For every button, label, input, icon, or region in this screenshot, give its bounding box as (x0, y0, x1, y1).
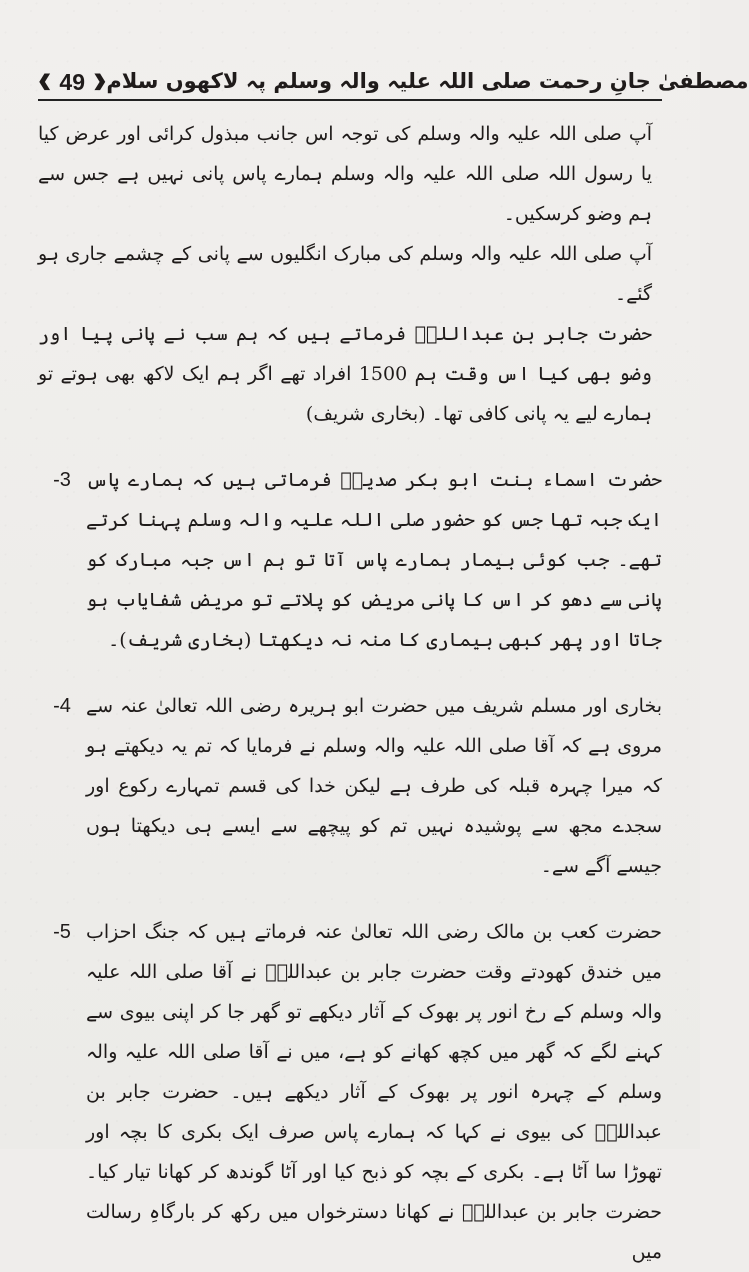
left-ornament-icon: ❰ (36, 73, 54, 90)
continued-paragraph: آپ صلی اللہ علیہ والہ وسلم کی توجہ اس جانب مبذول کرائی اور عرض کیا یا رسول اللہ صلی اللہ علیہ والہ وسلم ہمارے پاس پانی نہیں ہے جس سے ہم وضو کرسکیں۔ (38, 123, 652, 225)
numbered-paragraph (38, 912, 662, 1272)
page-content (38, 114, 662, 1263)
paragraph-text (86, 460, 662, 660)
numbered-paragraph (38, 686, 662, 886)
continued-text-block (38, 114, 652, 434)
page-number-block (36, 68, 109, 95)
paragraph-body: حضرت اسماء بنت ابو بکر صدیقؓ فرماتی ہیں کہ ہمارے پاس ایک جبہ تھا جس کو حضور صلی اللہ علیہ والہ وسلم پہنا کرتے تھے۔ جب کوئی بیمار ہمارے پاس آتا تو ہم اس جبہ مبارک کو پانی سے دھو کر اس کا پانی مریض کو پلاتے تو مریض شفایاب ہو جاتا اور پھر کبھی بیماری کا منہ نہ دیکھتا (بخاری شریف)۔ (86, 469, 662, 651)
paragraph-number: -4 (53, 695, 71, 717)
paragraph-body: حضرت کعب بن مالک رضی اللہ تعالیٰ عنہ فرماتے ہیں کہ جنگ احزاب میں خندق کھودتے وقت حضرت جابر بن عبداللہؓ نے آقا صلی اللہ علیہ والہ وسلم کے رخ انور پر بھوک کے آثار دیکھے تو گھر جا کر اپنی بیوی سے کہنے لگے کہ گھر میں کچھ کھانے کو ہے، میں نے آقا صلی اللہ علیہ والہ وسلم کے چہرہ انور پر بھوک کے آثار دیکھے ہیں۔ حضرت جابر بن عبداللہؓ کی بیوی نے کہا کہ ہمارے پاس صرف ایک بکری کا بچہ اور تھوڑا سا آٹا ہے۔ بکری کے بچہ کو ذبح کیا اور آٹا گوندھ کر کھانا تیار کیا۔ حضرت جابر بن عبداللہؓ نے کھانا دسترخواں میں رکھ کر بارگاہِ رسالت میں (86, 921, 662, 1263)
paragraph-number: -5 (53, 921, 71, 943)
paragraph-body: بخاری اور مسلم شریف میں حضرت ابو ہریرہ رضی اللہ تعالیٰ عنہ سے مروی ہے کہ آقا صلی اللہ علیہ والہ وسلم نے فرمایا کہ تم یہ دیکھتے ہو کہ میرا چہرہ قبلہ کی طرف ہے لیکن خدا کی قسم تمہارے رکوع اور سجدے مجھ سے پوشیدہ نہیں تم کو پیچھے سے ایسے ہی دیکھتا ہوں جیسے آگے سے۔ (86, 695, 662, 877)
right-ornament-icon: ❱ (91, 73, 109, 90)
numbered-paragraph (38, 460, 662, 660)
running-title: مصطفیٰ جانِ رحمت صلی اللہ علیہ والہ وسلم پہ لاکھوں سلام (106, 69, 749, 94)
header-rule (38, 99, 662, 101)
paragraph-text (86, 912, 662, 1272)
continued-paragraph: حضرت جابر بن عبداللہؓ فرماتے ہیں کہ ہم سب نے پانی پیا اور وضو بھی کیا اس وقت ہم 1500 افراد تھے اگر ہم ایک لاکھ بھی ہوتے تو ہمارے لیے یہ پانی کافی تھا۔ (بخاری شریف) (38, 323, 652, 425)
paragraph-number: -3 (53, 469, 71, 491)
continued-paragraph: آپ صلی اللہ علیہ والہ وسلم کی مبارک انگلیوں سے پانی کے چشمے جاری ہو گئے۔ (38, 243, 652, 305)
paragraph-text (86, 686, 662, 886)
page-number: 49 (59, 68, 85, 95)
